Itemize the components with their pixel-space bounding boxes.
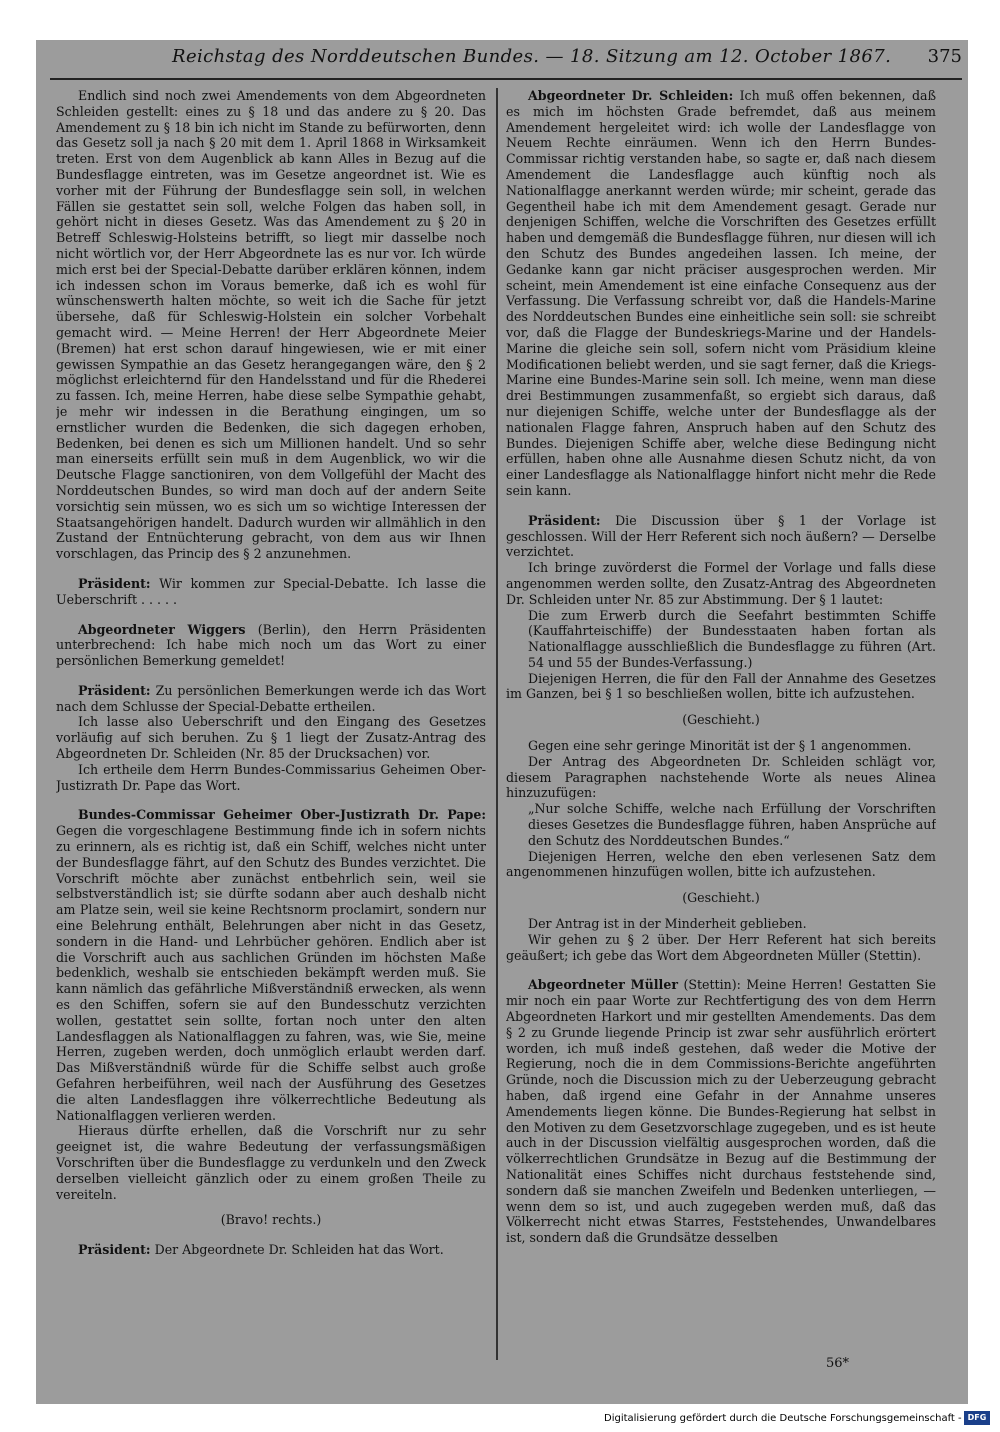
stage-direction: (Geschieht.) [682, 890, 760, 906]
body-paragraph: Diejenigen Herren, welche den eben verlesenen Satz dem angenommenen hinzufügen wollen, bitte ich aufzustehen. [506, 848, 936, 880]
speaker-name: Präsident: [78, 1242, 151, 1258]
speech-paragraph [56, 683, 486, 715]
page-number: 375 [927, 46, 962, 67]
quoted-text: Die zum Erwerb durch die Seefahrt bestimmten Schiffe (Kauffahrteischiffe) der Bundesstaaten haben fortan als Nationalflagge ausschließlich die Bundesflagge zu führen (Art. 54 und 55 der Bundes-Verfassung.) [528, 607, 936, 670]
running-header [172, 46, 962, 72]
speech-text: Ich muß offen bekennen, daß es mich im höchsten Grade befremdet, daß aus meinem Amendement hergeleitet wird: ich wolle der Landesflagge von Neuem Rechte einräumen. Wenn ich den Herrn Bundes-Commissar richtig verstanden habe, so sagte er, daß nach diesem Amendement die Landesflagge auch künftig noch als Nationalflagge anerkannt werden würde; mir scheint, gerade das Gegentheil habe ich mit dem Amendement gesagt. Gerade nur denjenigen Schiffen, welche die Vorschriften des Gesetzes erfüllt haben und demgemäß die Bundesflagge führen, nur diesen will ich den Schutz des Bundes angedeihen lassen. Ich meine, der Gedanke kann gar nicht präciser ausgesprochen werden. Mir scheint, mein Amendement ist eine einfache Consequenz aus der Verfassung. Die Verfassung schreibt vor, daß die Handels-Marine des Norddeutschen Bundes eine einheitliche sein soll: sie schreibt vor, daß die Flagge der Bundeskriegs-Marine und der Handels-Marine die gleiche sein soll, sofern nicht vom Präsidium kleine Modificationen beliebt werden, und sie sagt ferner, daß die Kriegs-Marine eine Bundes-Marine sein soll. Ich meine, wenn man diese drei Bestimmungen zusammenfaßt, so ergiebt sich daraus, daß nur diejenigen Schiffe, welche unter der Bundesflagge als der nationalen Flagge fahren, Anspruch haben auf den Schutz des Bundes. Diejenigen Schiffe aber, welche diese Bedingung nicht erfüllen, haben ohne alle Ausnahme diesen Schutz nicht, da von einer Landesflagge als Nationalflagge hinfort nicht mehr die Rede sein kann. [506, 88, 936, 498]
speech-paragraph [506, 88, 936, 499]
speaker-name: Bundes-Commissar Geheimer Ober-Justizrath Dr. Pape: [78, 807, 486, 823]
body-paragraph: Hieraus dürfte erhellen, daß die Vorschrift nur zu sehr geeignet ist, die wahre Bedeutung der verfassungsmäßigen Vorschriften über die Bundesflagge zu verdunkeln und den Zweck derselben vielleicht gänzlich oder zu einem großen Theile zu vereiteln. [56, 1123, 486, 1202]
speech-paragraph [506, 513, 936, 560]
speaker-name: Präsident: [78, 682, 151, 698]
speech-text: Der Abgeordnete Dr. Schleiden hat das Wort. [154, 1242, 444, 1258]
body-paragraph: Der Antrag des Abgeordneten Dr. Schleiden schlägt vor, diesem Paragraphen nachstehende Worte als neues Alinea hinzuzufügen: [506, 753, 936, 801]
speaker-name: Abgeordneter Müller [528, 977, 678, 993]
speaker-name: Abgeordneter Wiggers [78, 621, 246, 637]
signature-mark: 56* [826, 1356, 850, 1371]
body-paragraph: Gegen eine sehr geringe Minorität ist der § 1 angenommen. [528, 738, 912, 754]
body-paragraph: Endlich sind noch zwei Amendements von dem Abgeordneten Schleiden gestellt: eines zu § 18 und das andere zu § 20. Das Amendement zu § 18 bin ich nicht im Stande zu befürworten, denn das Gesetz soll ja nach § 20 mit dem 1. April 1868 in Wirksamkeit treten. Erst von dem Augenblick ab kann Alles in Bezug auf die Bundesflagge eintreten, was im Gesetze angeordnet ist. Wie es vorher mit der Führung der Bundesflagge sein soll, in welchen Fällen sie gestattet sein soll, welche Folgen das haben soll, in gehört nicht in dieses Gesetz. Was das Amendement zu § 20 in Betreff Schleswig-Holsteins betrifft, so liegt mir dasselbe noch nicht wörtlich vor, der Herr Abgeordnete las es nur vor. Ich würde mich erst bei der Special-Debatte darüber erklären können, indem ich indessen schon im Voraus bemerke, daß ich es wohl für wünschenswerth halten möchte, so weit ich die Sache für jetzt übersehe, daß für Schleswig-Holstein ein solcher Vorbehalt gemacht wird. — Meine Herren! der Herr Abgeordnete Meier (Bremen) hat erst schon darauf hingewiesen, wie er mit einer gewissen Sympathie an das Gesetz herangegangen wäre, den § 2 möglichst erleichternd für den Handelsstand und für die Rhederei zu fassen. Ich, meine Herren, habe diese selbe Sympathie gehabt, je mehr wir indessen in die Berathung eingingen, um so ernstlicher wurden die Bedenken, die sich dagegen erhoben, Bedenken, bei denen es sich um Millionen handelt. Und so sehr man einerseits erfüllt sein muß in dem Augenblick, wo wir die Deutsche Flagge sanctioniren, von dem Vollgefühl der Macht des Norddeutschen Bundes, so wird man doch auf der andern Seite vorsichtig sein müssen, wo es sich um so wichtige Interessen der Staatsangehörigen handelt. Dadurch wurden wir allmählich in den Zustand der Entnüchterung gebracht, von dem aus wir Ihnen vorschlagen, das Princip des § 2 anzunehmen. [56, 88, 486, 562]
body-paragraph: Wir gehen zu § 2 über. Der Herr Referent hat sich bereits geäußert; ich gebe das Wort dem Abgeordneten Müller (Stettin). [506, 931, 936, 963]
speech-text: Zu persönlichen Bemerkungen werde ich das Wort nach dem Schlusse der Special-Debatte ertheilen. [56, 682, 486, 714]
speaker-name: Abgeordneter Dr. Schleiden: [528, 88, 734, 103]
body-paragraph: Ich bringe zuvörderst die Formel der Vorlage und falls diese angenommen werden sollte, den Zusatz-Antrag des Abgeordneten Dr. Schleiden unter Nr. 85 zur Abstimmung. Der § 1 lautet: [506, 560, 936, 607]
speech-paragraph [56, 807, 486, 1123]
body-paragraph: Der Antrag ist in der Minderheit geblieben. [528, 916, 807, 932]
header-title: Reichstag des Norddeutschen Bundes. — 18. Sitzung am 12. October 1867. [172, 46, 892, 67]
speech-text: (Stettin): Meine Herren! Gestatten Sie mir noch ein paar Worte zur Rechtfertigung des von dem Herrn Abgeordneten Harkort und mir gestellten Amendements. Das dem § 2 zu Grunde liegende Princip ist zwar sehr ausführlich erörtert worden, ich muß indeß gestehen, daß weder die Motive der Regierung, noch die in dem Commissions-Berichte angeführten Gründe, noch die Discussion mich zu der Ueberzeugung gebracht haben, daß irgend eine Gefahr in der Annahme unseres Amendements liegen könne. Die Bundes-Regierung hat selbst in den Motiven zu dem Gesetzvorschlage zugegeben, und es ist heute auch in der Discussion vielfältig ausgesprochen worden, daß die völkerrechtlichen Grundsätze in Bezug auf die Bestimmung der Nationalität eines Schiffes nicht durchaus feststehende sind, sondern daß sie manchen Zweifeln und Bedenken unterliegen, — wenn dem so ist, und auch zugegeben werden muß, daß das Völkerrecht nicht etwas Starres, Feststehendes, Unwandelbares ist, sondern daß die Grundsätze desselben [506, 977, 936, 1246]
body-paragraph: Ich lasse also Ueberschrift und den Eingang des Gesetzes vorläufig auf sich beruhen. Zu § 1 liegt der Zusatz-Antrag des Abgeordneten Dr. Schleiden (Nr. 85 der Drucksachen) vor. [56, 714, 486, 762]
right-column [506, 88, 936, 1360]
column-divider [496, 88, 498, 1360]
left-column [56, 88, 486, 1360]
speech-paragraph [56, 622, 486, 669]
dfg-logo: DFG [964, 1411, 990, 1425]
stage-direction: (Geschieht.) [682, 712, 760, 728]
speech-text: Gegen die vorgeschlagene Bestimmung finde ich in sofern nichts zu erinnern, als es richtig ist, daß ein Schiff, welches nicht unter der Bundesflagge fährt, auf den Schutz des Bundes verzichtet. Die Vorschrift möchte aber zunächst entbehrlich sein, weil sie selbstverständlich ist; sie dürfte sodann aber auch deshalb nicht am Platze sein, weil sie keine Rechtsnorm proclamirt, sondern nur eine Belehrung enthält, Belehrungen aber nicht in das Gesetz, sondern in die Hand- und Lehrbücher gehören. Endlich aber ist die Vorschrift auch aus sachlichen Gründen im höchsten Maße bedenklich, weshalb sie entschieden bekämpft werden muß. Sie kann nämlich das gefährliche Mißverständniß erwecken, als wenn es den Schiffen, sofern sie auf den Bundesschutz verzichten wollen, gestattet sein sollte, fortan noch unter den alten Landesflaggen als Nationalflaggen zu fahren, was, wie Sie, meine Herren, zugeben werden, doch unmöglich erlaubt werden darf. Das Mißverständniß würde für die Schiffe selbst auch große Gefahren herbeiführen, weil nach der Ausführung des Gesetzes die alten Landesflaggen ihre völkerrechtliche Bedeutung als Nationalflaggen verlieren werden. [56, 823, 486, 1123]
speech-paragraph [56, 576, 486, 608]
quoted-text: „Nur solche Schiffe, welche nach Erfüllung der Vorschriften dieses Gesetzes die Bundesflagge führen, haben Ansprüche auf den Schutz des Norddeutschen Bundes.“ [528, 801, 936, 848]
stage-direction: (Bravo! rechts.) [220, 1212, 322, 1228]
body-paragraph: Diejenigen Herren, die für den Fall der Annahme des Gesetzes im Ganzen, bei § 1 so beschließen wollen, bitte ich aufzustehen. [506, 670, 936, 702]
speaker-name: Präsident: [78, 575, 151, 591]
body-paragraph: Ich ertheile dem Herrn Bundes-Commissarius Geheimen Ober-Justizrath Dr. Pape das Wort. [56, 761, 486, 793]
header-rule [50, 78, 962, 80]
footer-credit [604, 1410, 994, 1428]
speech-text: Die Discussion über § 1 der Vorlage ist geschlossen. Will der Herr Referent sich noch äußern? — Derselbe verzichtet. [506, 512, 936, 560]
footer-text: Digitalisierung gefördert durch die Deutsche Forschungsgemeinschaft - [604, 1413, 962, 1424]
speech-paragraph [506, 977, 936, 1246]
speech-paragraph [56, 1242, 486, 1258]
speaker-name: Präsident: [528, 512, 601, 528]
speech-text: (Berlin), den Herrn Präsidenten unterbrechend: Ich habe mich noch um das Wort zu einer persönlichen Bemerkung gemeldet! [56, 621, 486, 669]
speech-text: Wir kommen zur Special-Debatte. Ich lasse die Ueberschrift . . . . . [56, 575, 486, 607]
